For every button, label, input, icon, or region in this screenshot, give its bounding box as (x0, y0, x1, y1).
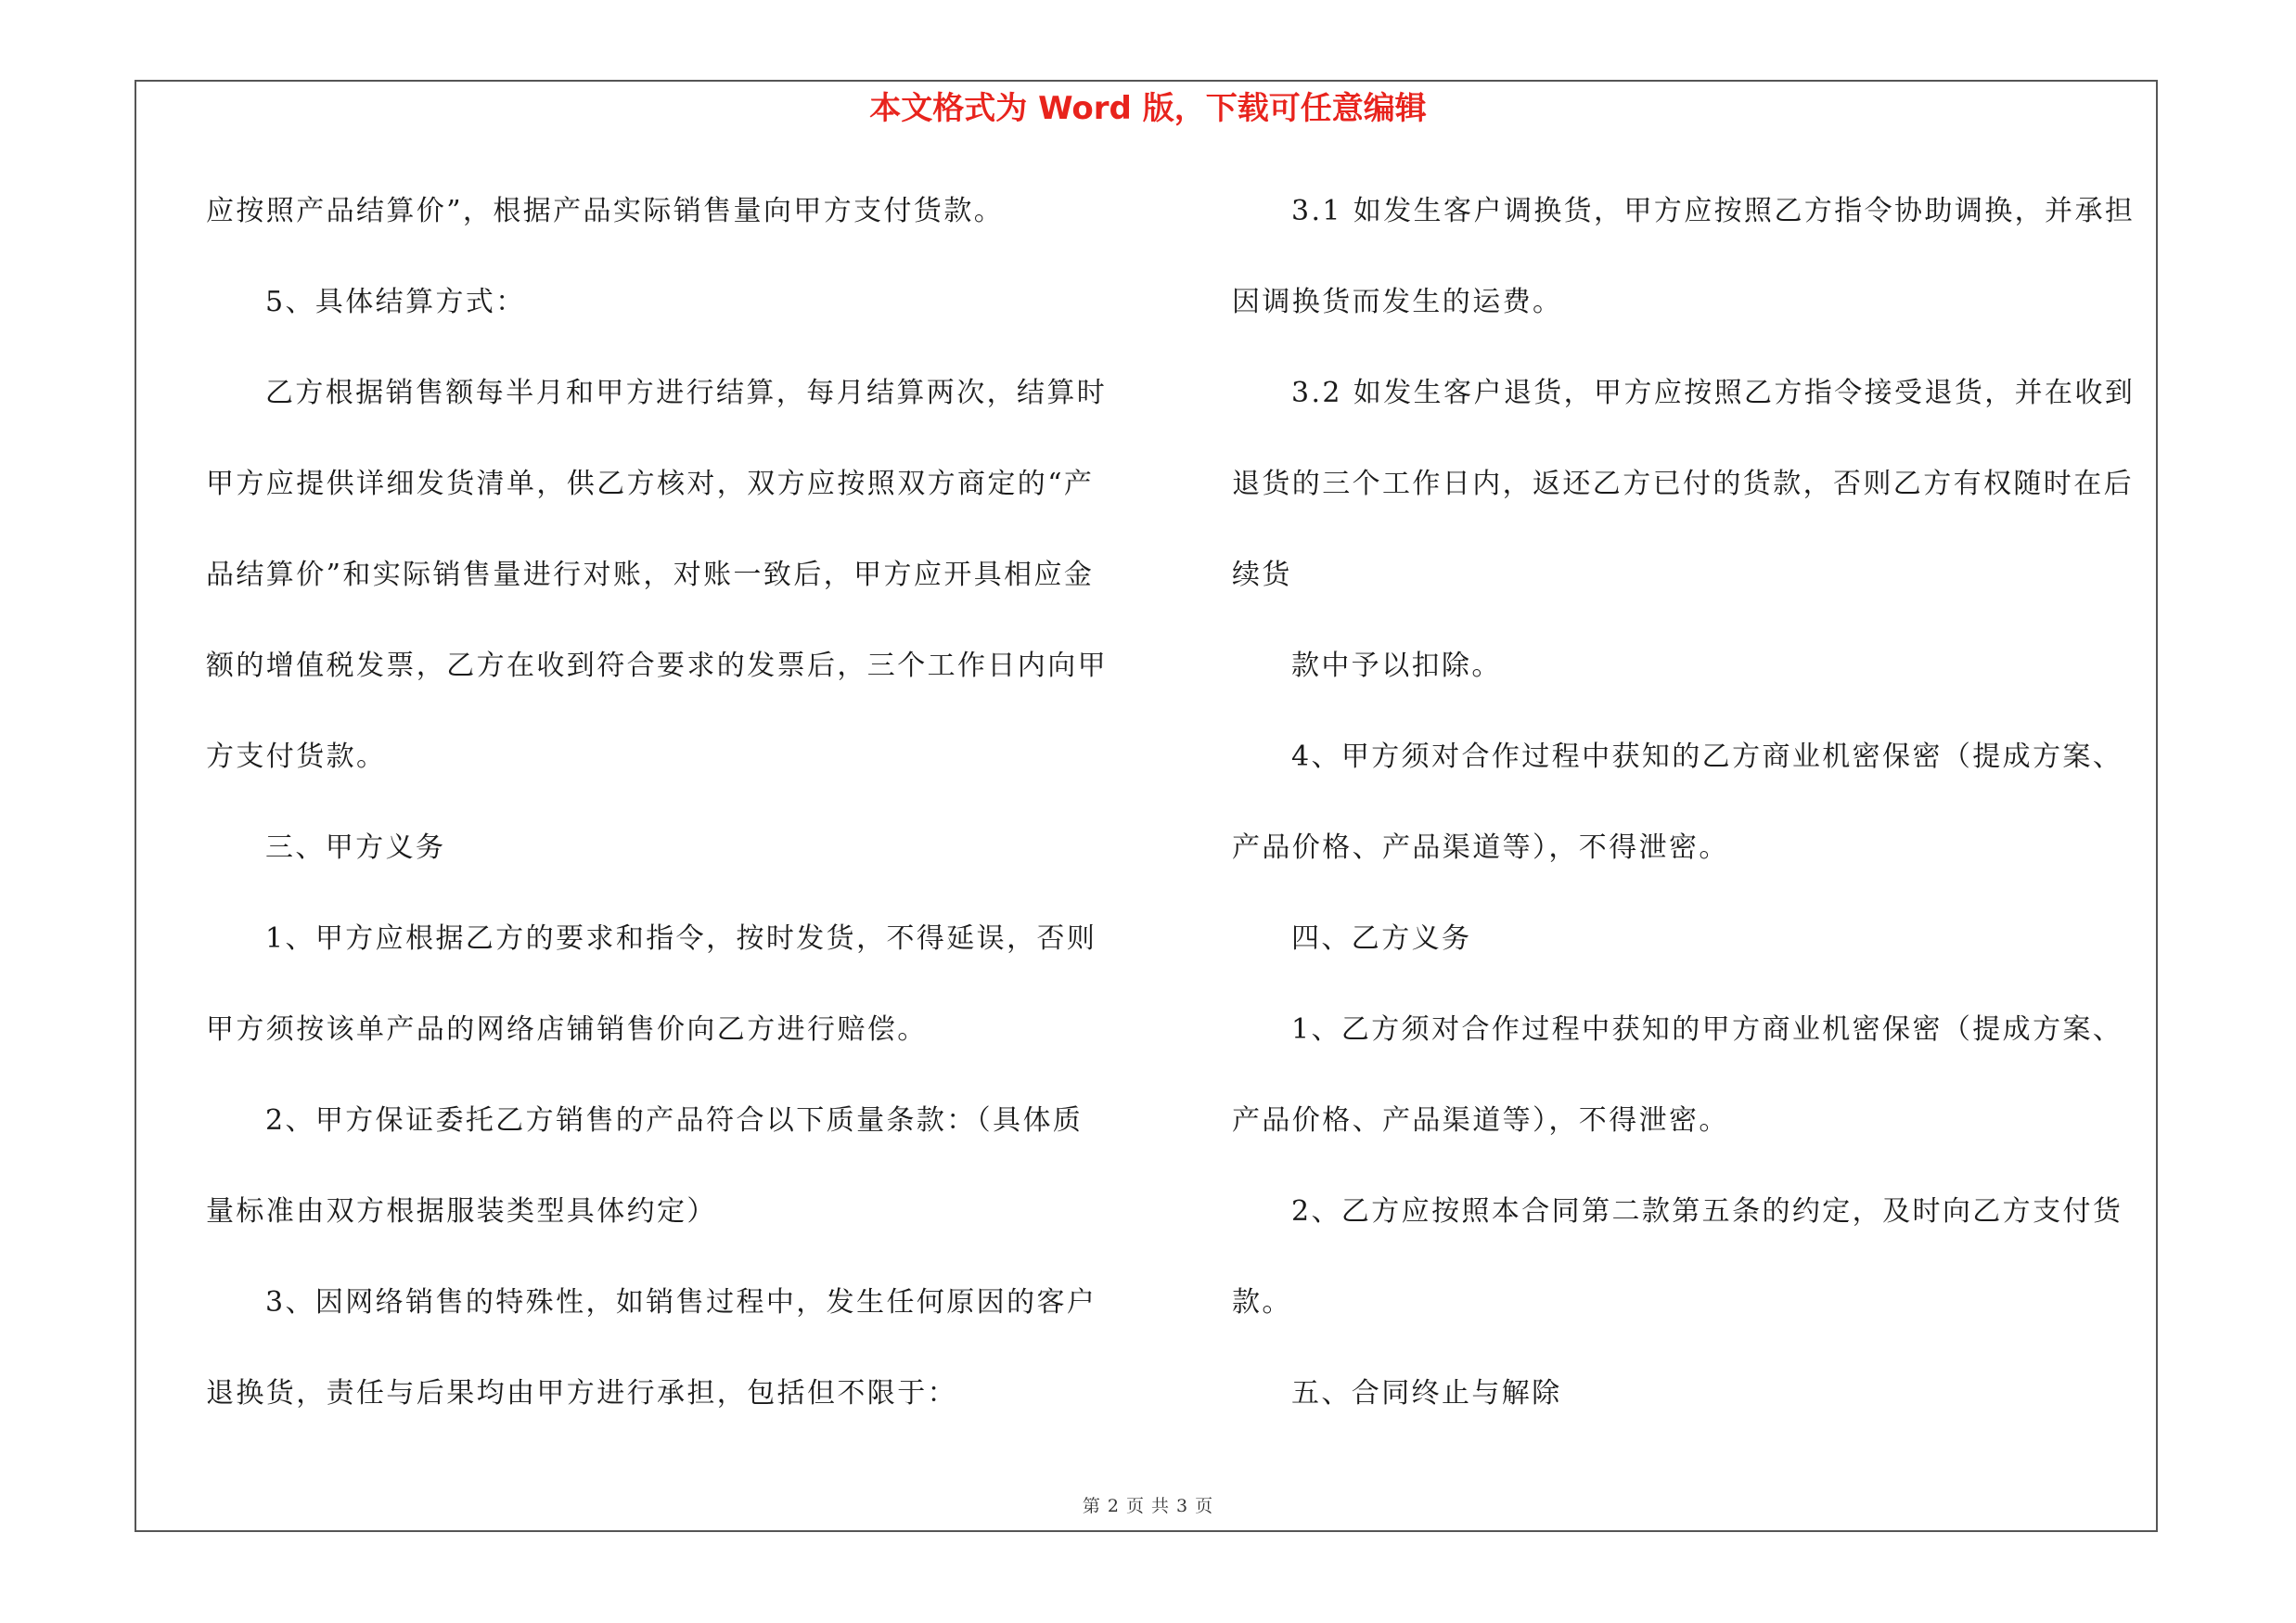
paragraph-line: 应按照产品结算价”，根据产品实际销售量向甲方支付货款。 (206, 195, 1005, 227)
paragraph-line: 款中予以扣除。 (1291, 650, 1502, 682)
paragraph-line: 三、甲方义务 (265, 831, 446, 864)
paragraph-line: 款。 (1232, 1286, 1292, 1319)
paragraph-line: 方支付货款。 (206, 741, 387, 773)
paragraph-line: 4、甲方须对合作过程中获知的乙方商业机密保密（提成方案、 (1291, 741, 2123, 773)
paragraph-line: 2、乙方应按照本合同第二款第五条的约定，及时向乙方支付货 (1291, 1195, 2123, 1228)
paragraph-line: 额的增值税发票，乙方在收到符合要求的发票后，三个工作日内向甲 (206, 650, 1108, 682)
paragraph-line: 3.2 如发生客户退货，甲方应按照乙方指令接受退货，并在收到 (1291, 377, 2136, 409)
paragraph-line: 续货 (1232, 559, 1292, 591)
paragraph-line: 5、具体结算方式： (265, 286, 526, 318)
paragraph-line: 退货的三个工作日内，返还乙方已付的货款，否则乙方有权随时在后 (1232, 468, 2134, 500)
paragraph-line: 甲方应提供详细发货清单，供乙方核对，双方应按照双方商定的“产 (206, 468, 1095, 500)
editable-notice-banner: 本文格式为 Word 版，下载可任意编辑 (869, 90, 1427, 127)
paragraph-line: 2、甲方保证委托乙方销售的产品符合以下质量条款：（具体质 (265, 1104, 1084, 1137)
paragraph-line: 量标准由双方根据服装类型具体约定） (206, 1195, 717, 1228)
left-column (206, 184, 1134, 1457)
paragraph-line: 乙方根据销售额每半月和甲方进行结算，每月结算两次，结算时 (265, 377, 1108, 409)
paragraph-line: 品结算价”和实际销售量进行对账，对账一致后，甲方应开具相应金 (206, 559, 1095, 591)
paragraph-line: 3.1 如发生客户调换货，甲方应按照乙方指令协助调换，并承担 (1291, 195, 2136, 227)
paragraph-line: 1、乙方须对合作过程中获知的甲方商业机密保密（提成方案、 (1291, 1013, 2123, 1046)
paragraph-line: 五、合同终止与解除 (1291, 1377, 1562, 1410)
paragraph-line: 四、乙方义务 (1291, 922, 1472, 955)
paragraph-line: 甲方须按该单产品的网络店铺销售价向乙方进行赔偿。 (206, 1013, 928, 1046)
paragraph-line: 1、甲方应根据乙方的要求和指令，按时发货，不得延误，否则 (265, 922, 1097, 955)
page-number-footer: 第 2 页 共 3 页 (1082, 1496, 1214, 1516)
paragraph-line: 退换货，责任与后果均由甲方进行承担，包括但不限于： (206, 1377, 957, 1410)
paragraph-line: 因调换货而发生的运费。 (1232, 286, 1563, 318)
paragraph-line: 产品价格、产品渠道等），不得泄密。 (1232, 831, 1729, 864)
right-column (1232, 184, 2160, 1457)
paragraph-line: 产品价格、产品渠道等），不得泄密。 (1232, 1104, 1729, 1137)
paragraph-line: 3、因网络销售的特殊性，如销售过程中，发生任何原因的客户 (265, 1286, 1097, 1319)
